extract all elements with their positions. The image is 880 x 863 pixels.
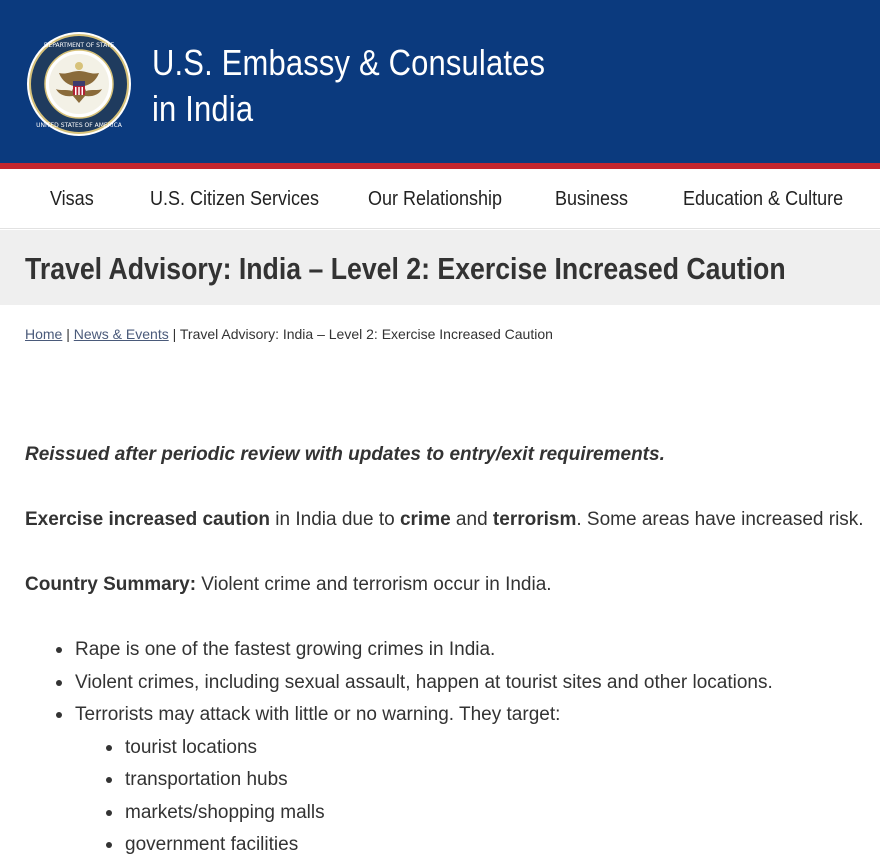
nav-item-visas[interactable]: Visas (50, 188, 94, 210)
summary-text-2: and (450, 509, 493, 530)
breadcrumb-separator: | (168, 326, 180, 342)
country-summary-paragraph (25, 572, 552, 597)
breadcrumb-current: Travel Advisory: India – Level 2: Exercise Increased Caution (179, 326, 553, 342)
exercise-caution-bold: Exercise increased caution (25, 509, 271, 530)
terrorism-bold: terrorism (492, 509, 577, 530)
site-title-line-2: in India (152, 88, 254, 129)
sub-list-item: government facilities (125, 834, 299, 855)
summary-text-1: in India due to (270, 509, 400, 530)
sub-list-item: tourist locations (125, 737, 258, 758)
page-title: Travel Advisory: India – Level 2: Exercise Increased Caution (25, 251, 786, 286)
svg-text:DEPARTMENT OF STATE: DEPARTMENT OF STATE (43, 42, 115, 49)
breadcrumb (25, 325, 553, 343)
sub-list-item: markets/shopping malls (125, 802, 325, 823)
sub-list-item: transportation hubs (125, 769, 288, 790)
nav-item-our-relationship[interactable]: Our Relationship (368, 188, 503, 210)
site-title[interactable] (152, 40, 545, 132)
main-navigation (0, 169, 880, 229)
department-of-state-seal-icon[interactable] (26, 31, 132, 137)
site-title-line-1: U.S. Embassy & Consulates (152, 42, 546, 83)
country-summary-label: Country Summary: (25, 574, 197, 595)
reissued-note: Reissued after periodic review with updates to entry/exit requirements. (25, 444, 665, 465)
site-header (0, 0, 880, 163)
country-summary-text: Violent crime and terrorism occur in India. (196, 574, 552, 595)
breadcrumb-home-link[interactable]: Home (25, 326, 63, 342)
list-item: Violent crimes, including sexual assault, happen at tourist sites and other locations. (75, 672, 773, 693)
crime-bold: crime (399, 509, 451, 530)
breadcrumb-news-events-link[interactable]: News & Events (73, 326, 169, 342)
svg-text:UNITED STATES OF AMERICA: UNITED STATES OF AMERICA (36, 122, 122, 129)
nav-item-us-citizen-services[interactable]: U.S. Citizen Services (150, 188, 320, 210)
summary-text-3: . Some areas have increased risk. (576, 509, 864, 530)
nav-item-business[interactable]: Business (555, 188, 629, 210)
breadcrumb-separator: | (62, 326, 74, 342)
list-item: Terrorists may attack with little or no warning. They target: (75, 704, 561, 725)
advisory-summary-paragraph (25, 507, 864, 532)
list-item: Rape is one of the fastest growing crimes in India. (75, 639, 496, 660)
page-title-band (0, 230, 880, 305)
nav-item-education-culture[interactable]: Education & Culture (683, 188, 844, 210)
